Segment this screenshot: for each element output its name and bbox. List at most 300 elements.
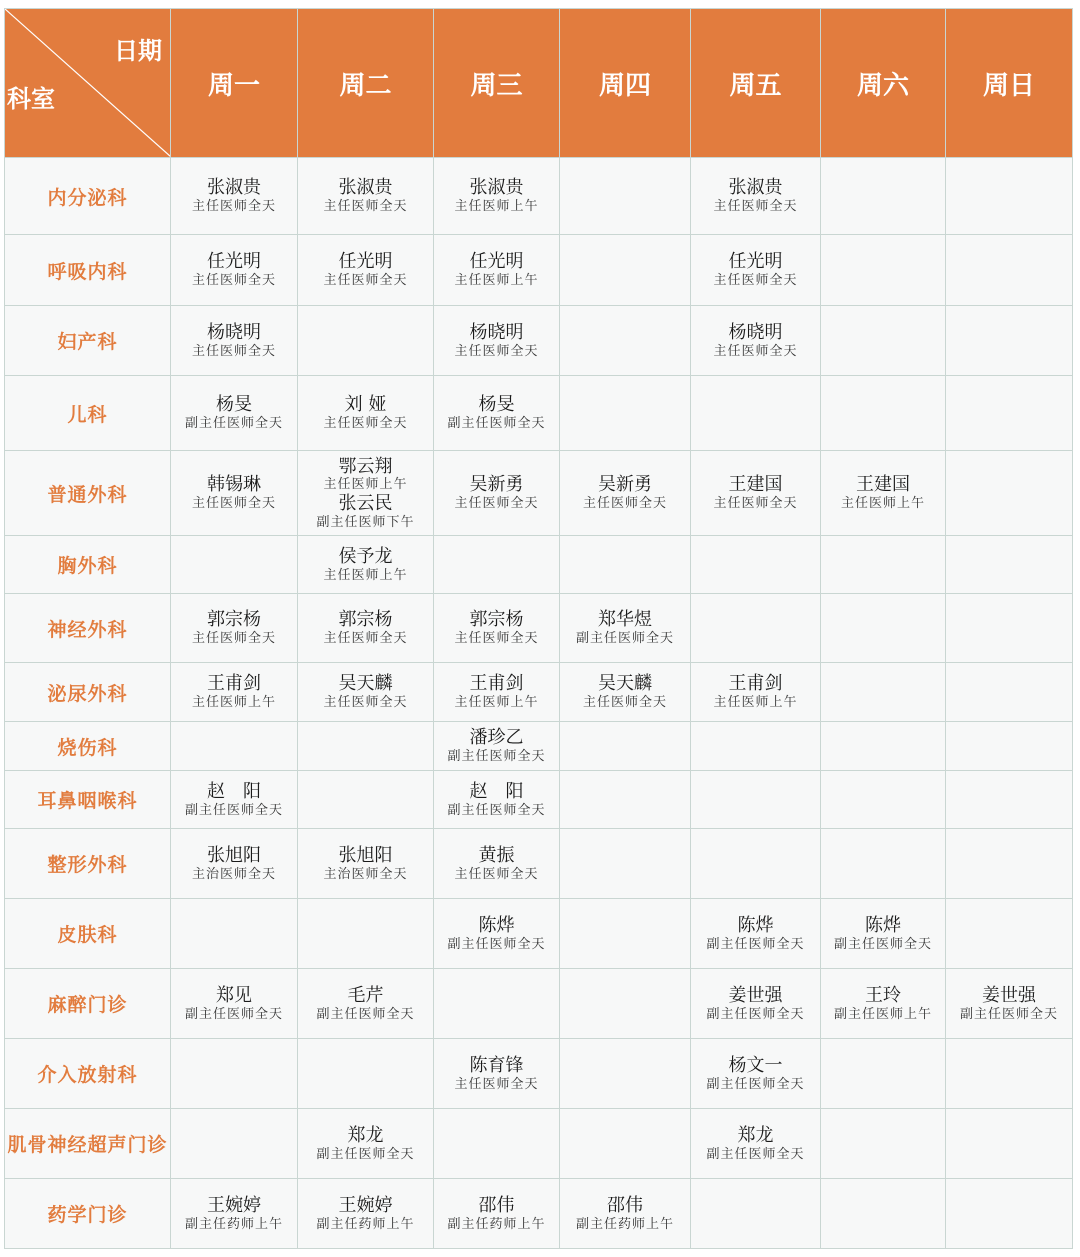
department-name: 麻醉门诊 (5, 969, 171, 1039)
schedule-cell-mon (171, 663, 298, 722)
doctor-name: 郑龙 (347, 1124, 384, 1146)
department-name: 皮肤科 (5, 899, 171, 969)
doctor-name: 韩锡琳 (207, 474, 261, 496)
schedule-row (5, 722, 1073, 771)
doctor-name: 邵伟 (478, 1194, 515, 1216)
doctor-name: 杨晓明 (728, 321, 783, 343)
schedule-cell-fri (691, 1109, 821, 1179)
schedule-cell-fri (691, 663, 821, 722)
doctor-title-shift: 副主任医师全天 (706, 1006, 805, 1022)
schedule-cell-mon (171, 969, 298, 1039)
doctor-name: 郑见 (216, 984, 252, 1006)
schedule-cell-thu (560, 306, 691, 376)
doctor-entry (434, 177, 559, 214)
schedule-cell-wed (434, 1109, 560, 1179)
doctor-name: 姜世强 (982, 984, 1036, 1006)
doctor-name: 杨旻 (478, 394, 515, 416)
day-header-tue: 周二 (298, 9, 434, 158)
doctor-entry (434, 673, 559, 710)
doctor-title-shift: 主任医师全天 (454, 1076, 539, 1092)
doctor-title-shift: 副主任医师全天 (959, 1006, 1058, 1022)
doctor-entry (434, 1195, 559, 1232)
department-name: 介入放射科 (5, 1039, 171, 1109)
doctor-name: 鄂云翔 (338, 455, 393, 477)
schedule-cell-fri (691, 1039, 821, 1109)
department-name: 胸外科 (5, 536, 171, 594)
schedule-cell-wed (434, 1039, 560, 1109)
doctor-title-shift: 副主任医师全天 (447, 749, 546, 764)
schedule-row (5, 1109, 1073, 1179)
doctor-title-shift: 副主任药师上午 (447, 1216, 546, 1232)
schedule-cell-thu (560, 663, 691, 722)
schedule-cell-fri (691, 969, 821, 1039)
schedule-cell-mon (171, 306, 298, 376)
doctor-entry (298, 394, 433, 431)
schedule-cell-thu (560, 1179, 691, 1249)
doctor-entry (298, 1125, 433, 1162)
doctor-name: 杨文一 (728, 1054, 783, 1076)
schedule-cell-sun (946, 1179, 1073, 1249)
doctor-title-shift: 主任医师上午 (454, 273, 539, 288)
day-header-mon: 周一 (171, 9, 298, 158)
doctor-title-shift: 副主任医师全天 (575, 631, 674, 646)
doctor-title-shift: 主任医师全天 (191, 273, 276, 288)
doctor-title-shift: 主任医师上午 (840, 496, 925, 511)
doctor-entry (560, 1195, 690, 1232)
doctor-name: 吴天麟 (598, 673, 652, 695)
schedule-cell-thu (560, 1109, 691, 1179)
doctor-entry (434, 394, 559, 431)
schedule-cell-fri (691, 451, 821, 536)
doctor-title-shift: 主任医师全天 (713, 496, 798, 511)
doctor-entry (171, 1195, 297, 1232)
schedule-cell-fri (691, 376, 821, 451)
schedule-cell-sun (946, 451, 1073, 536)
schedule-row (5, 829, 1073, 899)
doctor-title-shift: 主任医师全天 (713, 343, 798, 359)
schedule-row (5, 376, 1073, 451)
schedule-cell-sat (821, 376, 946, 451)
doctor-title-shift: 副主任药师上午 (316, 1216, 415, 1232)
doctor-name: 王婉婷 (338, 1194, 393, 1216)
department-name: 呼吸内科 (5, 235, 171, 306)
schedule-cell-wed (434, 1179, 560, 1249)
schedule-cell-mon (171, 451, 298, 536)
schedule-cell-fri (691, 722, 821, 771)
doctor-title-shift: 主任医师全天 (454, 496, 539, 511)
doctor-entry (298, 985, 433, 1022)
doctor-name: 杨旻 (216, 394, 252, 416)
doctor-name: 吴新勇 (598, 474, 652, 496)
doctor-title-shift: 副主任医师全天 (316, 1006, 415, 1022)
schedule-cell-tue (298, 829, 434, 899)
doctor-entry (821, 915, 945, 952)
doctor-name: 陈烨 (478, 914, 515, 936)
doctor-entry (560, 673, 690, 710)
doctor-entry (434, 251, 559, 288)
doctor-title-shift: 主任医师全天 (713, 199, 798, 214)
schedule-row (5, 235, 1073, 306)
schedule-cell-tue (298, 1039, 434, 1109)
schedule-cell-sat (821, 235, 946, 306)
schedule-cell-wed (434, 722, 560, 771)
doctor-name: 郭宗杨 (469, 609, 524, 631)
schedule-cell-sun (946, 594, 1073, 663)
schedule-cell-sat (821, 663, 946, 722)
department-name: 妇产科 (5, 306, 171, 376)
schedule-cell-sun (946, 235, 1073, 306)
doctor-entry (691, 915, 820, 952)
doctor-title-shift: 主治医师全天 (323, 866, 408, 882)
schedule-cell-tue (298, 451, 434, 536)
schedule-cell-mon (171, 771, 298, 829)
doctor-entry (298, 1195, 433, 1232)
doctor-entry (171, 251, 297, 288)
header-row (5, 9, 1073, 158)
department-name: 神经外科 (5, 594, 171, 663)
doctor-title-shift: 主任医师全天 (454, 866, 539, 882)
schedule-cell-sun (946, 663, 1073, 722)
doctor-name: 郭宗杨 (338, 609, 393, 631)
schedule-cell-thu (560, 771, 691, 829)
doctor-entry (298, 251, 433, 288)
schedule-cell-sun (946, 1109, 1073, 1179)
schedule-cell-tue (298, 663, 434, 722)
schedule-cell-mon (171, 899, 298, 969)
doctor-name: 刘 娅 (344, 394, 387, 416)
schedule-row (5, 899, 1073, 969)
doctor-entry (946, 985, 1072, 1022)
schedule-cell-thu (560, 235, 691, 306)
doctor-name: 张云民 (338, 493, 393, 514)
doctor-entry (298, 493, 433, 530)
doctor-entry (171, 609, 297, 646)
doctor-entry (821, 985, 945, 1022)
doctor-name: 王建国 (728, 474, 783, 496)
schedule-cell-sat (821, 1039, 946, 1109)
doctor-name: 潘珍乙 (469, 727, 524, 749)
doctor-name: 张淑贵 (728, 177, 783, 199)
date-axis-label: 日期 (114, 37, 162, 65)
schedule-cell-fri (691, 306, 821, 376)
doctor-title-shift: 主任医师全天 (454, 343, 539, 359)
department-name: 烧伤科 (5, 722, 171, 771)
schedule-cell-sun (946, 899, 1073, 969)
doctor-entry (560, 474, 690, 511)
schedule-cell-tue (298, 771, 434, 829)
schedule-cell-thu (560, 899, 691, 969)
doctor-entry (434, 727, 559, 764)
doctor-name: 张旭阳 (338, 844, 393, 866)
doctor-name: 王甫剑 (728, 673, 783, 695)
schedule-row (5, 771, 1073, 829)
doctor-name: 陈烨 (865, 914, 901, 936)
schedule-cell-mon (171, 158, 298, 235)
schedule-cell-tue (298, 594, 434, 663)
doctor-title-shift: 主治医师全天 (191, 866, 276, 882)
schedule-cell-wed (434, 594, 560, 663)
doctor-name: 黄振 (478, 844, 515, 866)
schedule-row (5, 594, 1073, 663)
schedule-cell-mon (171, 536, 298, 594)
day-header-fri: 周五 (691, 9, 821, 158)
doctor-title-shift: 主任医师上午 (323, 567, 408, 583)
doctor-title-shift: 副主任药师上午 (575, 1216, 674, 1232)
day-header-sun: 周日 (946, 9, 1073, 158)
doctor-title-shift: 主任医师上午 (191, 695, 276, 710)
doctor-name: 任光明 (728, 251, 783, 273)
doctor-title-shift: 主任医师全天 (582, 695, 667, 710)
doctor-entry (434, 322, 559, 359)
day-header-sat: 周六 (821, 9, 946, 158)
schedule-cell-sun (946, 536, 1073, 594)
day-header-wed: 周三 (434, 9, 560, 158)
doctor-entry (560, 609, 690, 646)
schedule-cell-sat (821, 899, 946, 969)
schedule-cell-sat (821, 969, 946, 1039)
doctor-title-shift: 主任医师全天 (454, 631, 539, 646)
schedule-cell-sun (946, 306, 1073, 376)
schedule-cell-wed (434, 536, 560, 594)
schedule-cell-wed (434, 829, 560, 899)
schedule-cell-sat (821, 594, 946, 663)
schedule-cell-mon (171, 829, 298, 899)
doctor-name: 张旭阳 (207, 844, 261, 866)
schedule-body (5, 158, 1073, 1249)
department-name: 肌骨神经超声门诊 (5, 1109, 171, 1179)
doctor-entry (171, 781, 297, 818)
schedule-cell-thu (560, 376, 691, 451)
doctor-title-shift: 主任医师上午 (323, 477, 408, 493)
schedule-cell-tue (298, 235, 434, 306)
schedule-cell-mon (171, 235, 298, 306)
schedule-cell-fri (691, 829, 821, 899)
schedule-cell-sat (821, 158, 946, 235)
doctor-name: 赵 阳 (469, 780, 524, 802)
day-header-thu: 周四 (560, 9, 691, 158)
schedule-cell-sat (821, 1109, 946, 1179)
department-name: 整形外科 (5, 829, 171, 899)
schedule-cell-wed (434, 158, 560, 235)
doctor-entry (434, 845, 559, 882)
doctor-name: 毛芹 (347, 984, 384, 1006)
doctor-entry (434, 781, 559, 818)
doctor-title-shift: 副主任医师上午 (833, 1006, 932, 1022)
schedule-cell-fri (691, 536, 821, 594)
doctor-entry (691, 1125, 820, 1162)
doctor-name: 任光明 (207, 251, 261, 273)
schedule-row (5, 1039, 1073, 1109)
doctor-title-shift: 主任医师全天 (191, 496, 276, 511)
department-name: 药学门诊 (5, 1179, 171, 1249)
doctor-name: 张淑贵 (207, 177, 261, 199)
doctor-name: 王建国 (856, 474, 910, 496)
department-axis-label: 科室 (7, 85, 55, 113)
schedule-cell-tue (298, 158, 434, 235)
schedule-cell-fri (691, 158, 821, 235)
doctor-name: 吴新勇 (469, 474, 524, 496)
schedule-cell-thu (560, 158, 691, 235)
schedule-cell-thu (560, 451, 691, 536)
doctor-title-shift: 副主任医师全天 (184, 416, 283, 431)
schedule-cell-sat (821, 771, 946, 829)
doctor-name: 任光明 (338, 251, 393, 273)
schedule-cell-wed (434, 771, 560, 829)
schedule-cell-tue (298, 722, 434, 771)
schedule-cell-tue (298, 1109, 434, 1179)
doctor-entry (434, 474, 559, 511)
doctor-entry (691, 985, 820, 1022)
doctor-title-shift: 副主任医师全天 (706, 936, 805, 952)
doctor-entry (434, 915, 559, 952)
schedule-cell-wed (434, 663, 560, 722)
doctor-title-shift: 主任医师全天 (191, 199, 276, 214)
schedule-cell-sun (946, 771, 1073, 829)
doctor-title-shift: 副主任药师上午 (184, 1216, 283, 1232)
doctor-name: 任光明 (469, 251, 524, 273)
schedule-row (5, 536, 1073, 594)
doctor-name: 侯予龙 (338, 545, 393, 567)
schedule-cell-sun (946, 158, 1073, 235)
doctor-title-shift: 主任医师全天 (582, 496, 667, 511)
doctor-name: 杨晓明 (207, 321, 261, 343)
schedule-cell-mon (171, 1039, 298, 1109)
doctor-title-shift: 副主任医师下午 (316, 514, 415, 530)
doctor-name: 郭宗杨 (207, 609, 261, 631)
schedule-cell-sat (821, 829, 946, 899)
schedule-cell-mon (171, 1109, 298, 1179)
schedule-row (5, 451, 1073, 536)
doctor-title-shift: 主任医师上午 (454, 199, 539, 214)
doctor-name: 张淑贵 (469, 177, 524, 199)
schedule-cell-mon (171, 594, 298, 663)
doctor-name: 郑龙 (737, 1124, 774, 1146)
schedule-row (5, 306, 1073, 376)
schedule-row (5, 1179, 1073, 1249)
doctor-name: 陈烨 (737, 914, 774, 936)
doctor-entry (298, 177, 433, 214)
doctor-title-shift: 副主任医师全天 (316, 1146, 415, 1162)
doctor-entry (691, 177, 820, 214)
schedule-cell-mon (171, 722, 298, 771)
schedule-cell-tue (298, 899, 434, 969)
doctor-entry (691, 1055, 820, 1092)
schedule-cell-sun (946, 376, 1073, 451)
doctor-name: 王甫剑 (207, 673, 261, 695)
doctor-title-shift: 主任医师全天 (191, 631, 276, 646)
department-name: 儿科 (5, 376, 171, 451)
schedule-cell-sun (946, 722, 1073, 771)
doctor-title-shift: 主任医师全天 (323, 695, 408, 710)
doctor-title-shift: 主任医师全天 (323, 273, 408, 288)
schedule-row (5, 969, 1073, 1039)
schedule-row (5, 663, 1073, 722)
doctor-name: 王玲 (865, 984, 901, 1006)
doctor-title-shift: 主任医师全天 (323, 416, 408, 431)
doctor-name: 邵伟 (607, 1194, 643, 1216)
doctor-entry (434, 1055, 559, 1092)
schedule-cell-sun (946, 1039, 1073, 1109)
schedule-cell-thu (560, 829, 691, 899)
doctor-title-shift: 主任医师全天 (323, 199, 408, 214)
doctor-title-shift: 副主任医师全天 (447, 416, 546, 431)
doctor-entry (171, 394, 297, 431)
schedule-cell-fri (691, 771, 821, 829)
doctor-entry (171, 985, 297, 1022)
doctor-entry (298, 845, 433, 882)
schedule-cell-fri (691, 899, 821, 969)
schedule-cell-tue (298, 536, 434, 594)
schedule-cell-tue (298, 376, 434, 451)
schedule-cell-fri (691, 1179, 821, 1249)
schedule-cell-sun (946, 829, 1073, 899)
schedule-cell-fri (691, 594, 821, 663)
schedule-cell-sat (821, 722, 946, 771)
doctor-name: 陈育锋 (469, 1054, 524, 1076)
doctor-entry (691, 251, 820, 288)
doctor-entry (171, 177, 297, 214)
schedule-cell-thu (560, 722, 691, 771)
doctor-title-shift: 副主任医师全天 (706, 1146, 805, 1162)
doctor-title-shift: 副主任医师全天 (184, 802, 283, 818)
doctor-entry (691, 474, 820, 511)
doctor-title-shift: 副主任医师全天 (447, 936, 546, 952)
schedule-cell-sun (946, 969, 1073, 1039)
schedule-cell-mon (171, 376, 298, 451)
schedule-cell-wed (434, 376, 560, 451)
doctor-title-shift: 副主任医师全天 (447, 802, 546, 818)
doctor-entry (298, 609, 433, 646)
department-name: 耳鼻咽喉科 (5, 771, 171, 829)
department-name: 泌尿外科 (5, 663, 171, 722)
schedule-cell-wed (434, 451, 560, 536)
doctor-title-shift: 主任医师上午 (713, 695, 798, 710)
doctor-title-shift: 主任医师全天 (323, 631, 408, 646)
doctor-entry (691, 673, 820, 710)
doctor-name: 姜世强 (728, 984, 783, 1006)
doctor-entry (298, 546, 433, 583)
doctor-name: 王婉婷 (207, 1194, 261, 1216)
doctor-title-shift: 副主任医师全天 (833, 936, 932, 952)
doctor-entry (171, 474, 297, 511)
schedule-cell-mon (171, 1179, 298, 1249)
schedule-cell-fri (691, 235, 821, 306)
doctor-title-shift: 主任医师上午 (454, 695, 539, 710)
schedule-cell-sat (821, 306, 946, 376)
doctor-name: 张淑贵 (338, 177, 393, 199)
schedule-cell-sat (821, 1179, 946, 1249)
doctor-name: 赵 阳 (207, 780, 261, 802)
schedule-cell-thu (560, 1039, 691, 1109)
schedule-cell-tue (298, 969, 434, 1039)
doctor-title-shift: 主任医师全天 (713, 273, 798, 288)
doctor-entry (171, 322, 297, 359)
department-name: 内分泌科 (5, 158, 171, 235)
doctor-entry (691, 322, 820, 359)
doctor-name: 吴天麟 (338, 673, 393, 695)
doctor-entry (298, 673, 433, 710)
doctor-entry (171, 673, 297, 710)
schedule-cell-wed (434, 899, 560, 969)
doctor-entry (298, 456, 433, 493)
schedule-cell-thu (560, 594, 691, 663)
schedule-cell-wed (434, 969, 560, 1039)
schedule-cell-thu (560, 536, 691, 594)
schedule-cell-wed (434, 235, 560, 306)
doctor-name: 杨晓明 (469, 321, 524, 343)
doctor-title-shift: 主任医师全天 (191, 343, 276, 359)
corner-header-cell (5, 9, 171, 158)
